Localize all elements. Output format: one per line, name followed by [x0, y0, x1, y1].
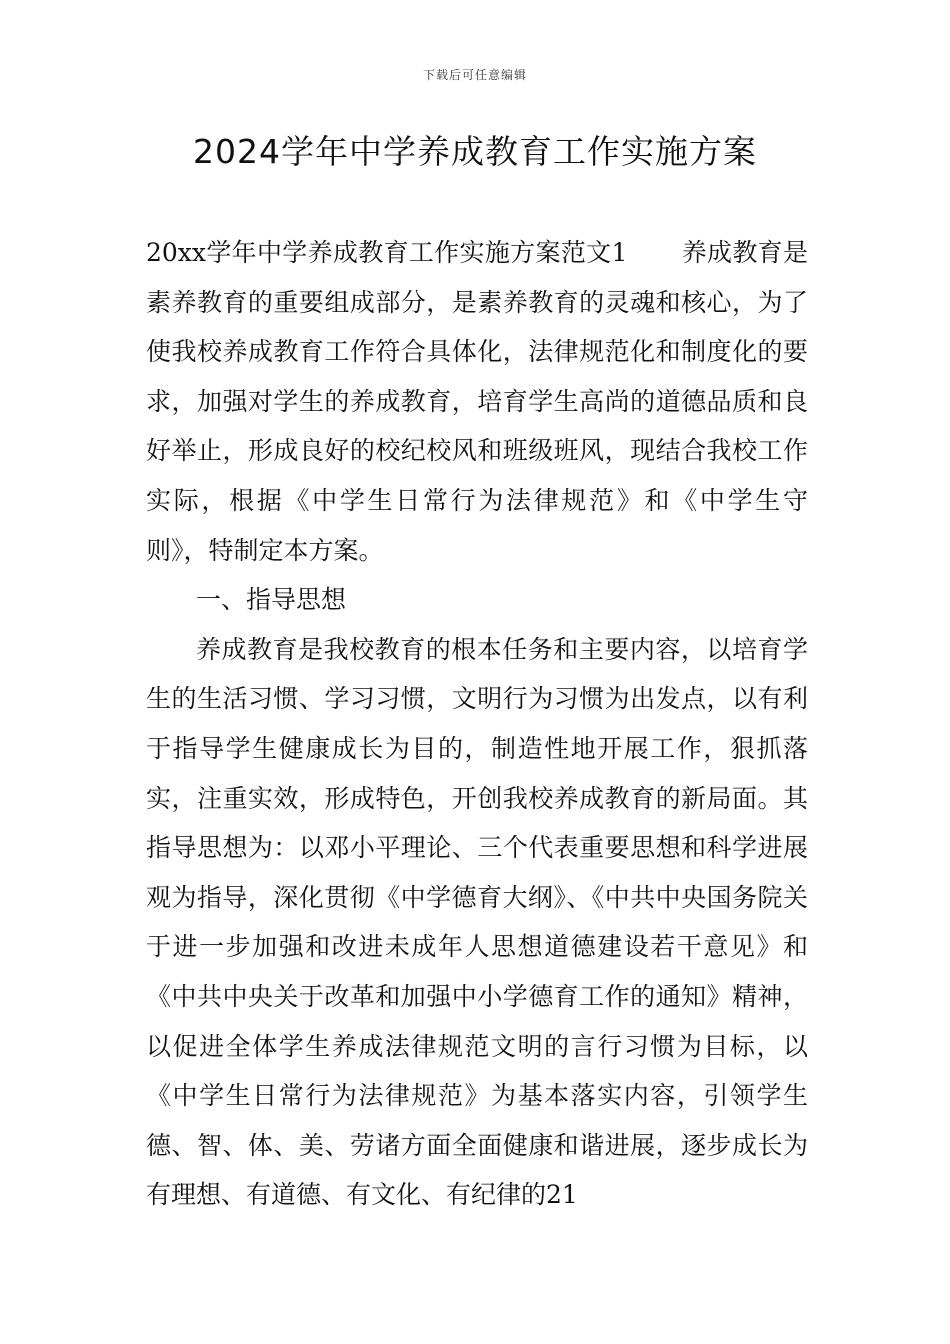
- header-note: 下载后可任意编辑: [422, 68, 527, 82]
- section-paragraph-guiding-thought: 养成教育是我校教育的根本任务和主要内容，以培育学生的生活习惯、学习习惯，文明行为习惯为出发点，以有利于指导学生健康成长为目的，制造性地开展工作，狠抓落实，注重实效，形成特色，开创我校养成教育的新局面。其指导思想为：以邓小平理论、三个代表重要思想和科学进展观为指导，深化贯彻《中学德育大纲》、《中共中央国务院关于进一步加强和改进未成年人思想道德建设若干意见》和《中共中央关于改革和加强中小学德育工作的通知》精神，以促进全体学生养成法律规范文明的言行习惯为目标，以《中学生日常行为法律规范》为基本落实内容，引领学生德、智、体、美、劳诸方面全面健康和谐进展，逐步成长为有理想、有道德、有文化、有纪律的21: [146, 634, 808, 1210]
- intro-lead: 20xx学年中学养成教育工作实施方案范文1: [146, 238, 628, 267]
- intro-text: 养成教育是素养教育的重要组成部分，是素养教育的灵魂和核心，为了使我校养成教育工作符合具体化，法律规范化和制度化的要求，加强对学生的养成教育，培育学生高尚的道德品质和良好举止，形成良好的校纪校风和班级班风，现结合我校工作实际，根据《中学生日常行为法律规范》和《中学生守则》，特制定本方案。: [146, 238, 808, 565]
- section-heading-guiding-thought: 一、指导思想: [196, 585, 347, 615]
- intro-paragraph: [146, 228, 808, 575]
- document-body: [146, 228, 808, 1220]
- document-title: 2024学年中学养成教育工作实施方案: [193, 132, 757, 171]
